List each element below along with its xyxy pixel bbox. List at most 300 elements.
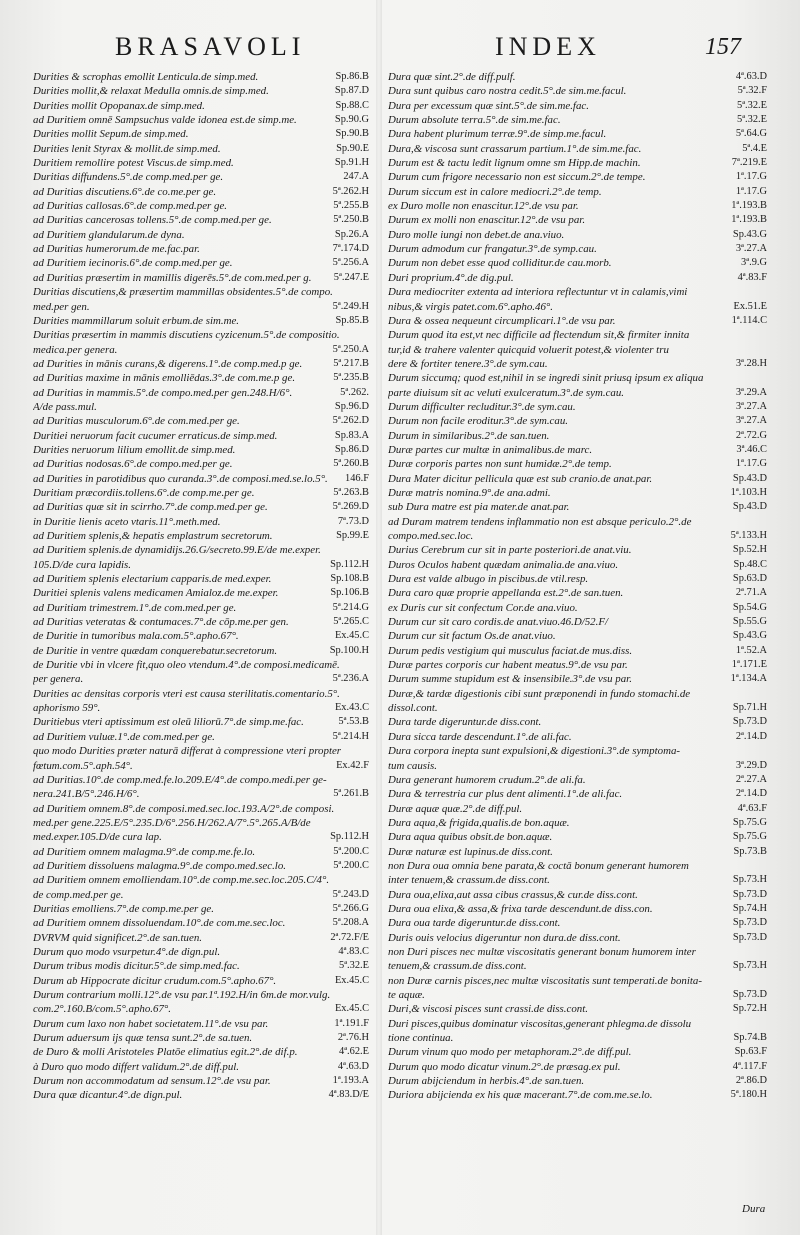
index-entry [388,113,767,127]
index-entry-text: med.exper.105.D/de cura lap. [33,831,162,844]
index-entry-text: non Dura oua omnia bene parata,& coctā bonum generant humorem [388,859,689,872]
index-entry [33,371,369,385]
index-entry-reference: Sp.73.B [733,845,767,857]
index-entry-reference: 7ª.219.E [731,157,767,169]
index-entry [388,816,767,830]
index-entry-reference: Ex.42.F [336,759,369,771]
index-entry [388,300,767,314]
index-entry [388,773,767,787]
index-entry [388,601,767,615]
index-entry-text: nibus,& virgis patet.com.6°.apho.46°. [388,300,554,313]
index-entry-text: ad Duritiem vuluæ.1°.de com.med.per ge. [33,730,215,743]
index-entry-text: non Duræ carnis pisces,nec multæ viscositatis sunt temperati.de bonita- [388,974,702,987]
index-entry-reference: 5ª.32.F [737,85,767,97]
index-entry [33,429,369,443]
index-entry [388,658,767,672]
index-entry-reference: 5ª.247.E [333,271,369,283]
index-entry [33,558,369,572]
index-entry [33,802,369,816]
running-head-left: BRASAVOLI [115,32,306,61]
index-entry [33,515,369,529]
index-entry-reference: 3ª.27.A [735,400,767,412]
index-entry [33,902,369,916]
index-entry [388,472,767,486]
index-entry-text: Durum cum laxo non habet societatem.11°.de vsu par. [33,1017,269,1030]
index-entry [388,644,767,658]
index-entry-text: Durum aduersum ijs quæ tensa sunt.2°.de sa.tuen. [33,1032,253,1045]
index-entry [33,1017,369,1031]
index-entry-text: Durum non facile eroditur.3°.de sym.cau. [388,415,568,428]
index-entry [388,99,767,113]
index-entry-text: ad Duritias callosas.6°.de comp.med.per ge. [33,200,228,213]
index-entry-reference: 3ª.27.A [735,415,767,427]
index-entry-text: Duræ aquæ quæ.2°.de diff.pul. [388,802,523,815]
index-entry-text: ad Duritiem glandularum.de dyna. [33,228,185,241]
index-entry [388,242,767,256]
index-entry-text: tenuem,& crassum.de diss.cont. [388,960,527,973]
index-entry-text: ad Duritiem omnem emolliendam.10°.de comp.me.sec.loc.205.C/4°. [33,874,330,887]
column-gutter [376,0,382,1235]
index-entry-reference: 2ª.72.G [735,429,767,441]
index-entry [388,185,767,199]
index-entry-text: Duritias emolliens.7°.de comp.me.per ge. [33,902,214,915]
index-entry-reference: 5ª.133.H [730,530,767,541]
index-entry-reference: 5ª.262. [340,386,369,398]
index-entry [388,1045,767,1059]
index-entry-text: ad Duritiem omnem.8°.de composi.med.sec.loc.193.A/2°.de composi. [33,802,335,815]
index-entry-text: Durum non accommodatum ad sensum.12°.de vsu par. [33,1075,271,1088]
index-entry-text: Durities mollit,& relaxat Medulla omnis.de simp.med. [33,85,269,98]
index-entry-text: Dura & ossea nequeunt circumplicari.1°.de vsu par. [388,314,616,327]
index-entry-reference: 4ª.117.F [732,1060,767,1072]
page-header [0,30,800,70]
index-entry-text: Dura quæ dicantur.4°.de dign.pul. [33,1089,183,1102]
index-entry-reference: 1ª.193.A [332,1075,369,1087]
index-entry-text: Durum cur sit caro cordis.de anat.viuo.46.D/52.F/ [388,616,609,629]
index-entry-reference: Sp.86.D [334,443,369,455]
index-entry-text: Duritiem remollire potest Viscus.de simp.med. [33,157,234,170]
index-entry [33,701,369,715]
index-column-right [388,70,767,1200]
index-entry-text: in Duritie lienis aceto vtaris.11°.meth.med. [33,515,221,528]
index-entry-reference: 5ª.214.H [332,730,369,742]
index-entry-reference: 2ª.14.D [735,730,767,742]
index-entry-text: ex Duris cur sit confectum Cor.de ana.viuo. [388,601,578,614]
index-entry-reference: 7ª.174.D [332,243,369,255]
index-entry [33,414,369,428]
index-entry [33,357,369,371]
index-entry [33,931,369,945]
index-entry-text: Durum ab Hippocrate dicitur crudum.com.5°.apho.67°. [33,974,277,987]
index-entry-reference: Sp.112.H [330,831,369,843]
index-entry [33,974,369,988]
index-entry [388,271,767,285]
index-entry-reference: 5ª.32.E [339,960,369,972]
index-entry-reference: Sp.63.F [734,1046,767,1058]
index-entry-text: Dura oua tarde digeruntur.de diss.cont. [388,917,561,930]
index-entry-text: Duris ouis velocius digeruntur non dura.de diss.cont. [388,931,621,944]
index-entry-text: Durum non debet esse quod colliditur.de cau.morb. [388,257,612,270]
index-entry-reference: 4ª.83.F [737,271,767,283]
index-entry [33,586,369,600]
index-entry-reference: 1ª.171.E [731,659,767,671]
index-entry-reference: Sp.73.D [732,989,767,1000]
index-entry [388,787,767,801]
index-entry-text: sub Dura matre est pia mater.de anat.par. [388,501,570,514]
index-entry [33,959,369,973]
index-entry-text: Dura oua,elixa,aut assa cibus crassus,& cur.de diss.cont. [388,888,638,901]
index-entry [388,156,767,170]
index-entry-reference: 2ª.71.A [735,587,767,599]
index-entry-reference: 1ª.134.A [730,673,767,685]
index-entry-reference: 5ª.200.C [333,845,369,857]
index-entry-text: Duritias diffundens.5°.de comp.med.per ge. [33,171,224,184]
index-entry [388,285,767,299]
index-entry-reference: 5ª.266.G [332,902,369,914]
index-entry-text: ad Duritias humerorum.de me.fac.par. [33,243,200,256]
index-entry-reference: Sp.87.D [334,85,369,97]
index-entry-reference: Ex.51.E [733,300,767,312]
index-entry [388,802,767,816]
index-column-left [33,70,369,1200]
index-entry-text: Duræ naturæ est lupinus.de diss.cont. [388,845,553,858]
index-entry-text: aphorismo 59°. [33,702,101,715]
index-entry [33,228,369,242]
index-entry-reference: 4ª.83.C [338,945,369,957]
index-entry-reference: Sp.73.D [732,888,767,900]
index-entry [388,70,767,84]
index-entry-text: de Duritie vbi in vlcere fit,quo oleo vtendum.4°.de composi.medicamē. [33,659,340,672]
index-entry-reference: Sp.74.H [732,902,767,914]
index-entry-text: tione continua. [388,1032,454,1045]
index-entry-text: dissol.cont. [388,702,438,715]
index-entry-text: ex Duro molle non enascitur.12°.de vsu par. [388,200,579,213]
index-entry-text: Duræ partes cur multæ in animalibus.de marc. [388,443,593,456]
index-entry [33,629,369,643]
index-entry-text: non Duri pisces nec multæ viscositatis generant bonum humorem inter [388,945,696,958]
index-entry-reference: 5ª.200.C [333,859,369,871]
index-entry [388,142,767,156]
index-entry-reference: Sp.26.A [334,228,369,240]
index-entry [388,959,767,973]
index-entry-text: Durities & scrophas emollit Lenticula.de simp.med. [33,71,259,83]
index-entry-text: Durum pedis vestigium qui musculus faciat.de mus.diss. [388,644,633,657]
index-entry-reference: 5ª.180.H [730,1089,767,1101]
index-entry [33,687,369,701]
index-entry [388,916,767,930]
index-entry-reference: Sp.74.B [733,1032,767,1044]
index-entry-text: Durum quo modo vsurpetur.4°.de dign.pul. [33,945,221,958]
index-entry [388,515,767,529]
index-entry-reference: Sp.75.G [732,831,767,843]
index-entry [33,845,369,859]
index-entry-reference: Sp.71.H [732,702,767,714]
index-entry-reference: Sp.83.A [334,429,369,441]
index-entry-reference: Sp.72.H [732,1003,767,1015]
index-entry-text: Durities ac densitas corporis vteri est causa sterilitatis.comentario.5°. [33,687,340,700]
index-entry [33,1060,369,1074]
index-entry-reference: Sp.90.G [334,114,369,126]
index-entry-reference: Sp.96.D [334,400,369,412]
index-entry [33,99,369,113]
index-entry-text: Durum siccumq; quod est,nihil in se ingredi sinit priusq ipsum ex aliqua [388,372,704,385]
index-entry-reference: Sp.108.B [330,573,369,585]
index-entry [388,127,767,141]
index-entry-text: ad Duritiem splenis,& hepatis emplastrum secretorum. [33,530,273,542]
index-entry-text: Dura oua elixa,& assa,& frixa tarde descendunt.de diss.con. [388,902,653,915]
index-entry-text: 105.D/de cura lapidis. [33,558,132,571]
index-entry [33,386,369,400]
index-entry [388,429,767,443]
index-entry-text: ad Duritiem omnem malagma.9°.de comp.me.fe.lo. [33,845,256,858]
index-entry-reference: 5ª.4.E [742,142,767,154]
index-entry [388,357,767,371]
index-entry-text: Durum abijciendum in herbis.4°.de san.tuen. [388,1075,585,1088]
index-entry-text: Durum ex molli non enascitur.12°.de vsu par. [388,214,586,227]
index-entry [33,170,369,184]
index-entry [388,343,767,357]
index-entry [388,486,767,500]
index-entry [388,888,767,902]
index-entry-reference: 3ª.9.G [741,257,767,269]
index-entry-text: Duritias præsertim in mammis discutiens cyzicenum.5°.de compositio. [33,329,340,342]
index-entry [33,1045,369,1059]
index-entry-text: Durum cur sit factum Os.de anat.viuo. [388,630,556,643]
index-entry [33,572,369,586]
index-entry [33,1088,369,1102]
page-number: 157 [705,34,741,60]
index-entry-text: ad Duritiem splenis electarium capparis.de med.exper. [33,573,272,586]
index-entry-reference: Sp.88.C [335,99,369,111]
index-entry [388,931,767,945]
index-entry-reference: 5ª.269.D [332,501,369,513]
index-entry-reference: 4ª.83.D/E [328,1089,369,1101]
index-entry-reference: Sp.85.B [335,314,369,326]
index-entry [388,974,767,988]
index-entry [388,672,767,686]
index-entry [33,759,369,773]
index-entry-reference: 3ª.29.D [735,759,767,771]
index-entry-text: ad Duritias discutiens.6°.de co.me.per ge. [33,185,217,198]
index-entry-text: Durities lenit Styrax & mollit.de simp.med. [33,142,221,155]
index-entry-reference: Sp.43.G [732,228,767,240]
index-entry [33,1031,369,1045]
index-entry [33,314,369,328]
index-entry [33,615,369,629]
index-entry [33,400,369,414]
index-entry [388,830,767,844]
index-entry-text: ad Duritias veteratas & contumaces.7°.de cōp.me.per gen. [33,616,289,629]
index-entry [388,1017,767,1031]
index-entry-text: Duritiebus vteri aptissimum est oleū liliorū.7°.de simp.me.fac. [33,716,304,729]
index-entry-reference: 3ª.29.A [735,386,767,398]
index-entry-text: ad Duritias musculorum.6°.de com.med.per ge. [33,415,240,428]
index-entry [388,414,767,428]
index-entry-text: Duri,& viscosi pisces sunt crassi.de diss.cont. [388,1003,588,1016]
index-entry [33,213,369,227]
index-entry-text: Durum tribus modis dicitur.5°.de simp.med.fac. [33,960,240,973]
index-entry-text: ad Duritias præsertim in mamillis digerēs.5°.de com.med.per g. [33,271,312,284]
index-entry [33,543,369,557]
index-entry-reference: 5ª.262.H [332,185,369,197]
index-entry [388,256,767,270]
index-entry [33,816,369,830]
index-entry [388,859,767,873]
index-entry [33,744,369,758]
index-entry-reference: 4ª.63.D [735,71,767,82]
index-entry-reference: 5ª.243.D [332,888,369,900]
index-entry-text: à Duro quo modo differt validum.2°.de diff.pul. [33,1060,240,1073]
index-entry-text: compo.med.sec.loc. [388,530,474,542]
index-entry-reference: 5ª.64.G [735,128,767,140]
index-entry [33,486,369,500]
index-entry-text: Dura sicca tarde descendunt.1°.de ali.fac. [388,730,572,743]
index-entry-text: Durities mollit Sepum.de simp.med. [33,128,189,141]
index-entry-text: Dura caro quæ proprie appellanda est.2°.de san.tuen. [388,587,624,600]
index-entry [388,170,767,184]
running-head-index: INDEX [495,32,601,61]
index-entry-reference: Sp.52.H [732,544,767,556]
index-entry-reference: 7ª.73.D [337,515,369,527]
index-entry-text: Dura generant humorem crudum.2°.de ali.fa. [388,773,586,786]
index-entry-text: de comp.med.per ge. [33,888,124,901]
index-entry-reference: Sp.90.E [336,142,369,154]
index-entry [33,672,369,686]
index-entry-text: ad Duram matrem tendens inflammatio non est absque periculo.2°.de [388,515,692,528]
index-entry-reference: 5ª.256.A [332,257,369,269]
index-entry [33,888,369,902]
index-entry [33,773,369,787]
index-entry-reference: 2ª.72.F/E [330,931,369,943]
index-entry-text: nera.241.B/5°.246.H/6°. [33,788,140,801]
index-entry [33,601,369,615]
index-entry-reference: 2ª.76.H [337,1032,369,1044]
index-entry-text: dere & fortiter tenere.3°.de sym.cau. [388,357,548,370]
index-entry-reference: 5ª.32.E [737,99,767,111]
index-entry-reference: Sp.54.G [732,601,767,613]
index-entry [33,443,369,457]
index-entry-reference: 5ª.249.H [332,300,369,312]
index-entry-text: Dura est valde albugo in piscibus.de vtil.resp. [388,573,589,586]
index-entry [33,199,369,213]
index-entry-text: Durum contrarium molli.12°.de vsu par.1ª.192.H/in 6m.de mor.vulg. [33,989,331,1001]
index-entry-text: ad Durities in mānis curans,& digerens.1°.de comp.med.p ge. [33,357,303,370]
index-entry-reference: 2ª.86.D [735,1075,767,1087]
index-entry-reference: 5ª.261.B [333,788,369,800]
index-entry [388,1060,767,1074]
index-entry-text: Duritiei splenis valens medicamen Amialoz.de me.exper. [33,587,279,600]
index-entry-text: Dura,& viscosa sunt crassarum partium.1°.de sim.me.fac. [388,142,642,155]
catchword: Dura [742,1203,766,1215]
index-entry [388,314,767,328]
index-entry [388,687,767,701]
index-entry [388,84,767,98]
index-entry-text: com.2°.160.B/com.5°.apho.67°. [33,1003,171,1016]
index-entry-reference: Sp.75.G [732,816,767,828]
index-entry-text: ad Duritiem iecinoris.6°.de comp.med.per ge. [33,257,233,270]
index-entry [33,70,369,84]
index-entry [33,500,369,514]
index-entry [388,902,767,916]
index-entry-text: A/de pass.mul. [33,400,97,413]
index-entry [388,1002,767,1016]
index-entry [33,1002,369,1016]
index-entry-text: te aquæ. [388,989,425,1001]
index-entry-reference: 5ª.32.E [737,114,767,126]
index-entry-reference: 1ª.114.C [731,314,767,326]
index-entry [388,845,767,859]
index-entry-reference: Sp.99.E [336,530,369,541]
index-entry [33,529,369,543]
index-entry-reference: 5ª.250.A [332,343,369,355]
index-entry-text: Duro molle iungi non debet.de ana.viuo. [388,228,565,241]
index-entry-reference: Sp.73.D [732,931,767,943]
index-entry-reference: 5ª.255.B [333,200,369,212]
index-entry-text: ad Duritias quæ sit in scirrho.7°.de comp.med.per ge. [33,501,268,514]
index-entry [388,945,767,959]
index-entry [388,199,767,213]
index-entry-text: parte diuisum sit ac veluti exulceratum.3°.de sym.cau. [388,386,625,399]
index-entry [33,859,369,873]
index-entry-text: ad Duritiem omnem dissoluendam.10°.de com.me.sec.loc. [33,917,286,930]
index-entry-reference: 5ª.208.A [332,917,369,929]
index-entry [33,185,369,199]
index-entry-reference: Sp.106.B [330,587,369,599]
index-entry-text: ad Duritias cancerosas tollens.5°.de comp.med.per ge. [33,214,272,227]
index-entry-reference: 5ª.236.A [332,673,369,685]
index-entry-reference: Ex.45.C [334,1003,369,1015]
index-entry-reference: 4ª.63.D [337,1060,369,1072]
index-entry-reference: 5ª.265.C [333,616,369,628]
index-entry [33,127,369,141]
index-entry-reference: 3ª.27.A [735,243,767,255]
index-entry-text: Dura tarde digeruntur.de diss.cont. [388,716,542,729]
index-entry-text: de Duritie in tumoribus mala.com.5°.apho.67°. [33,630,239,643]
index-entry [388,443,767,457]
index-entry [33,84,369,98]
index-entry-text: Durum in similaribus.2°.de san.tuen. [388,429,550,442]
index-entry [388,715,767,729]
index-entry [388,328,767,342]
index-entry-text: Durum est & tactu ledit lignum omne sm Hipp.de machin. [388,157,641,170]
index-entry [388,701,767,715]
index-entry [33,328,369,342]
index-entry-reference: Sp.48.C [733,558,767,570]
index-entry-text: Durities neruorum lilium emollit.de simp.med. [33,443,236,456]
index-entry [33,873,369,887]
index-entry-reference: 5ª.260.B [333,458,369,470]
index-entry-reference: 1ª.193.B [731,214,767,226]
index-entry-reference: Sp.90.B [335,128,369,140]
index-entry [388,629,767,643]
index-entry-reference: 5ª.235.B [333,372,369,384]
index-entry [33,142,369,156]
index-entry-text: de Duritie in ventre quædam conquerebatur.secretorum. [33,644,278,657]
index-entry-text: Durities mollit Opopanax.de simp.med. [33,99,205,112]
index-entry-text: Dura aqua,& frigida,qualis.de bon.aquæ. [388,816,570,829]
index-entry [33,457,369,471]
index-entry-reference: Sp.73.H [732,960,767,972]
index-entry [388,386,767,400]
index-entry [33,256,369,270]
index-entry [33,285,369,299]
index-entry-text: ad Duritias nodosas.6°.de compo.med.per ge. [33,458,233,471]
index-entry-text: Durities mammillarum soluit erbum.de sim.me. [33,314,240,327]
index-entry-text: Duræ partes corporis cur habent meatus.9°.de vsu par. [388,659,628,672]
index-entry [388,371,767,385]
index-entry-reference: 1ª.17.G [735,185,767,197]
index-entry-reference: Ex.43.C [334,702,369,714]
